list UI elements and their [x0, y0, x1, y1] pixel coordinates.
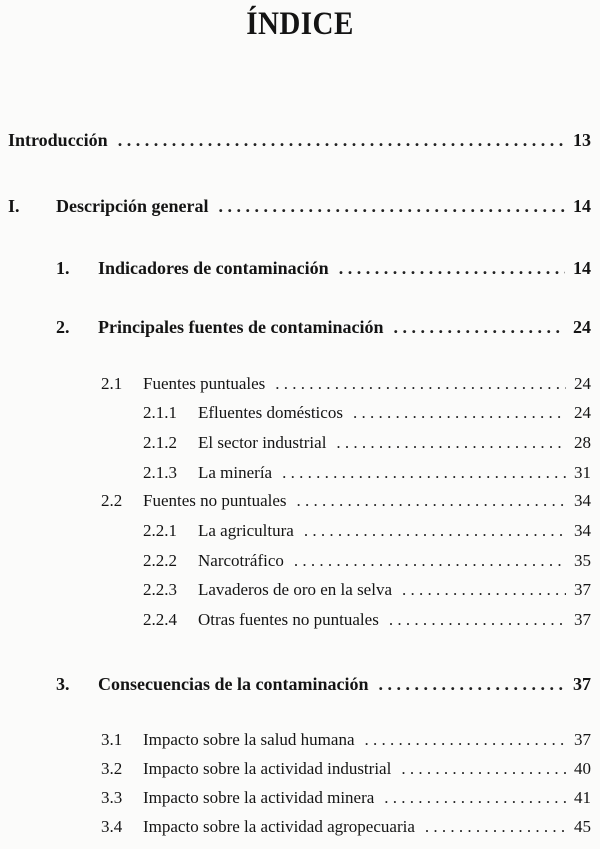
toc-entry-text: Impacto sobre la actividad minera	[143, 788, 375, 807]
toc-entry-page: 37	[574, 580, 591, 599]
toc-entry-text: Fuentes puntuales	[143, 374, 266, 393]
toc-entry-number: 2.2.2	[143, 551, 177, 570]
toc-entry-number: 2.1.1	[143, 403, 177, 422]
toc-leader-dots	[402, 580, 566, 600]
toc-entry-salud-humana[interactable]	[101, 730, 591, 750]
toc-entry-text: Impacto sobre la actividad industrial	[143, 759, 392, 778]
toc-leader-dots	[401, 759, 566, 779]
toc-leader-dots	[304, 521, 566, 541]
toc-entry-text: El sector industrial	[198, 433, 327, 452]
toc-entry-number: I.	[8, 196, 20, 216]
page-title: ÍNDICE	[246, 6, 354, 42]
toc-leader-dots	[282, 463, 566, 483]
toc-entry-number: 2.1	[101, 374, 123, 393]
toc-entry-page: 13	[573, 130, 591, 150]
toc-entry-text: La minería	[198, 463, 273, 482]
toc-entry-text: Fuentes no puntuales	[143, 491, 287, 510]
toc-entry-page: 37	[574, 730, 591, 749]
toc-leader-dots	[379, 674, 565, 695]
toc-entry-page: 40	[574, 759, 591, 778]
toc-entry-number: 3.3	[101, 788, 123, 807]
toc-entry-number: 2.1.3	[143, 463, 177, 482]
toc-entry-page: 34	[574, 521, 591, 540]
toc-leader-dots	[297, 491, 566, 511]
toc-leader-dots	[353, 403, 566, 423]
toc-entry-number: 3.1	[101, 730, 123, 749]
toc-entry-la-mineria[interactable]	[143, 463, 591, 483]
toc-entry-sector-industrial[interactable]	[143, 433, 591, 453]
toc-entry-introduccion[interactable]	[8, 130, 591, 151]
toc-entry-efluentes-domesticos[interactable]	[143, 403, 591, 423]
toc-entry-fuentes-puntuales[interactable]	[101, 374, 591, 394]
toc-leader-dots	[365, 730, 567, 750]
toc-entry-number: 2.2.1	[143, 521, 177, 540]
toc-entry-text: Efluentes domésticos	[198, 403, 343, 422]
toc-entry-descripcion-general[interactable]	[8, 196, 591, 217]
toc-entry-page: 37	[573, 674, 591, 694]
toc-entry-text: Consecuencias de la contaminación	[98, 674, 369, 694]
toc-leader-dots	[275, 374, 566, 394]
toc-entry-lavaderos-de-oro[interactable]	[143, 580, 591, 600]
toc-entry-consecuencias[interactable]	[56, 674, 591, 695]
toc-entry-page: 35	[574, 551, 591, 570]
toc-entry-la-agricultura[interactable]	[143, 521, 591, 541]
toc-entry-page: 45	[574, 817, 591, 836]
toc-entry-page: 31	[574, 463, 591, 482]
toc-entry-number: 2.2.4	[143, 610, 177, 629]
toc-entry-page: 24	[573, 317, 591, 337]
toc-entry-page: 28	[574, 433, 591, 452]
toc-entry-number: 3.4	[101, 817, 123, 836]
toc-entry-text: Lavaderos de oro en la selva	[198, 580, 392, 599]
toc-entry-number: 2.1.2	[143, 433, 177, 452]
toc-entry-page: 14	[573, 258, 591, 278]
toc-leader-dots	[294, 551, 566, 571]
toc-entry-page: 24	[574, 403, 591, 422]
toc-leader-dots	[336, 433, 566, 453]
toc-entry-number: 2.	[56, 317, 70, 337]
toc-entry-text: Introducción	[8, 130, 108, 150]
toc-entry-page: 34	[574, 491, 591, 510]
toc-entry-text: Descripción general	[56, 196, 209, 216]
toc-entry-page: 24	[574, 374, 591, 393]
toc-entry-number: 2.2	[101, 491, 123, 510]
toc-leader-dots	[389, 610, 566, 630]
toc-entry-text: Otras fuentes no puntuales	[198, 610, 379, 629]
toc-entry-text: Indicadores de contaminación	[98, 258, 329, 278]
toc-entry-actividad-industrial[interactable]	[101, 759, 591, 779]
toc-entry-number: 3.2	[101, 759, 123, 778]
toc-entry-page: 41	[574, 788, 591, 807]
toc-entry-page: 37	[574, 610, 591, 629]
toc-entry-otras-fuentes[interactable]	[143, 610, 591, 630]
toc-entry-text: La agricultura	[198, 521, 294, 540]
toc-entry-text: Narcotráfico	[198, 551, 284, 570]
toc-entry-actividad-minera[interactable]	[101, 788, 591, 808]
toc-leader-dots	[425, 817, 566, 837]
toc-entry-indicadores[interactable]	[56, 258, 591, 279]
toc-leader-dots	[218, 196, 565, 217]
toc-entry-number: 1.	[56, 258, 70, 278]
toc-entry-number: 2.2.3	[143, 580, 177, 599]
toc-entry-text: Principales fuentes de contaminación	[98, 317, 384, 337]
toc-entry-actividad-agropecuaria[interactable]	[101, 817, 591, 837]
toc-entry-number: 3.	[56, 674, 70, 694]
toc-entry-page: 14	[573, 196, 591, 216]
toc-entry-narcotrafico[interactable]	[143, 551, 591, 571]
toc-leader-dots	[339, 258, 565, 279]
toc-leader-dots	[384, 788, 566, 808]
toc-entry-principales-fuentes[interactable]	[56, 317, 591, 338]
toc-entry-text: Impacto sobre la salud humana	[143, 730, 355, 749]
toc-entry-fuentes-no-puntuales[interactable]	[101, 491, 591, 511]
toc-leader-dots	[394, 317, 566, 338]
toc-entry-text: Impacto sobre la actividad agropecuaria	[143, 817, 415, 836]
toc-leader-dots	[118, 130, 565, 151]
